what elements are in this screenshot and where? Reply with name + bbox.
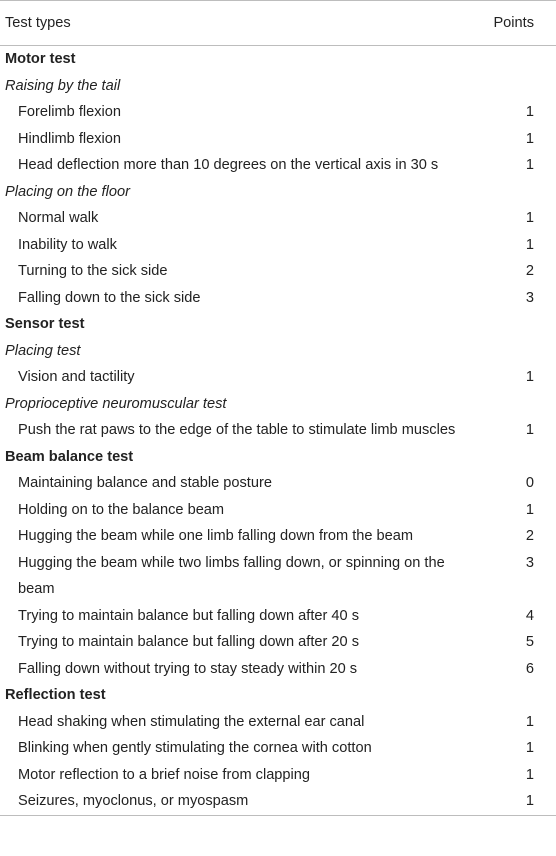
points-cell: 1 <box>525 740 534 757</box>
table-row <box>0 126 556 153</box>
table-row <box>0 232 556 259</box>
points-cell: 4 <box>525 607 534 624</box>
table-row <box>0 550 556 603</box>
item-label: Trying to maintain balance but falling down after 20 s <box>18 634 359 651</box>
section-heading: Motor test <box>5 51 76 68</box>
table-row <box>0 205 556 232</box>
points-cell: 1 <box>525 713 534 730</box>
points-cell: 0 <box>525 475 534 492</box>
subsection-heading: Raising by the tail <box>5 77 121 94</box>
item-label: Head shaking when stimulating the external ear canal <box>18 713 365 730</box>
points-cell <box>484 311 556 338</box>
points-cell: 2 <box>525 528 534 545</box>
points-cell: 1 <box>525 157 534 174</box>
item-label: Falling down without trying to stay steady within 20 s <box>18 660 358 677</box>
item-label: Trying to maintain balance but falling down after 40 s <box>18 607 359 624</box>
points-cell: 5 <box>525 634 534 651</box>
table-row <box>0 46 556 73</box>
table-row <box>0 656 556 683</box>
points-cell: 1 <box>525 369 534 386</box>
table-row <box>0 285 556 312</box>
header-points: Points <box>484 1 556 46</box>
item-label: Blinking when gently stimulating the cornea with cotton <box>18 740 372 757</box>
item-label: Hugging the beam while one limb falling down from the beam <box>18 528 414 545</box>
points-cell <box>484 444 556 471</box>
item-label: Head deflection more than 10 degrees on the vertical axis in 30 s <box>18 157 439 174</box>
item-label: Holding on to the balance beam <box>18 501 225 518</box>
table-row <box>0 788 556 815</box>
header-row <box>0 1 556 46</box>
points-cell: 6 <box>525 660 534 677</box>
subsection-heading: Proprioceptive neuromuscular test <box>5 395 227 412</box>
points-cell: 1 <box>525 210 534 227</box>
points-cell <box>484 338 556 365</box>
points-cell <box>484 682 556 709</box>
points-cell: 1 <box>525 104 534 121</box>
subsection-heading: Placing on the floor <box>5 183 130 200</box>
item-label: Hugging the beam while two limbs falling down, or spinning on the beam <box>18 554 445 597</box>
points-cell: 1 <box>525 130 534 147</box>
points-cell: 1 <box>525 766 534 783</box>
section-heading: Reflection test <box>5 687 106 704</box>
item-label: Falling down to the sick side <box>18 289 201 306</box>
item-label: Turning to the sick side <box>18 263 168 280</box>
table-row <box>0 417 556 444</box>
item-label: Hindlimb flexion <box>18 130 122 147</box>
points-cell <box>484 391 556 418</box>
table-row <box>0 391 556 418</box>
table-row <box>0 735 556 762</box>
table-row <box>0 629 556 656</box>
table-row <box>0 364 556 391</box>
points-cell: 1 <box>525 236 534 253</box>
table-row <box>0 99 556 126</box>
table-row <box>0 73 556 100</box>
points-cell <box>484 179 556 206</box>
subsection-heading: Placing test <box>5 342 81 359</box>
item-label: Inability to walk <box>18 236 117 253</box>
item-label: Motor reflection to a brief noise from clapping <box>18 766 311 783</box>
section-heading: Sensor test <box>5 316 85 333</box>
table-row <box>0 470 556 497</box>
points-cell: 1 <box>525 501 534 518</box>
table-row <box>0 682 556 709</box>
points-cell: 2 <box>525 263 534 280</box>
table-row <box>0 258 556 285</box>
table-row <box>0 444 556 471</box>
item-label: Maintaining balance and stable posture <box>18 475 272 492</box>
table-row <box>0 311 556 338</box>
points-cell <box>484 46 556 73</box>
points-cell <box>484 73 556 100</box>
section-heading: Beam balance test <box>5 448 134 465</box>
item-label: Seizures, myoclonus, or myospasm <box>0 788 484 815</box>
item-label: Normal walk <box>18 210 99 227</box>
header-test-types: Test types <box>0 1 484 46</box>
points-cell: 3 <box>525 289 534 306</box>
item-label: Push the rat paws to the edge of the table to stimulate limb muscles <box>18 422 456 438</box>
table-row <box>0 709 556 736</box>
table-row <box>0 523 556 550</box>
points-cell: 3 <box>525 554 534 571</box>
table-row <box>0 338 556 365</box>
table-row <box>0 179 556 206</box>
points-cell: 1 <box>525 422 534 438</box>
table-row <box>0 603 556 630</box>
table-row <box>0 497 556 524</box>
points-cell: 1 <box>484 788 556 815</box>
table-row <box>0 762 556 789</box>
item-label: Vision and tactility <box>18 369 135 386</box>
table-row <box>0 152 556 179</box>
item-label: Forelimb flexion <box>18 104 122 121</box>
table-body <box>0 46 556 816</box>
